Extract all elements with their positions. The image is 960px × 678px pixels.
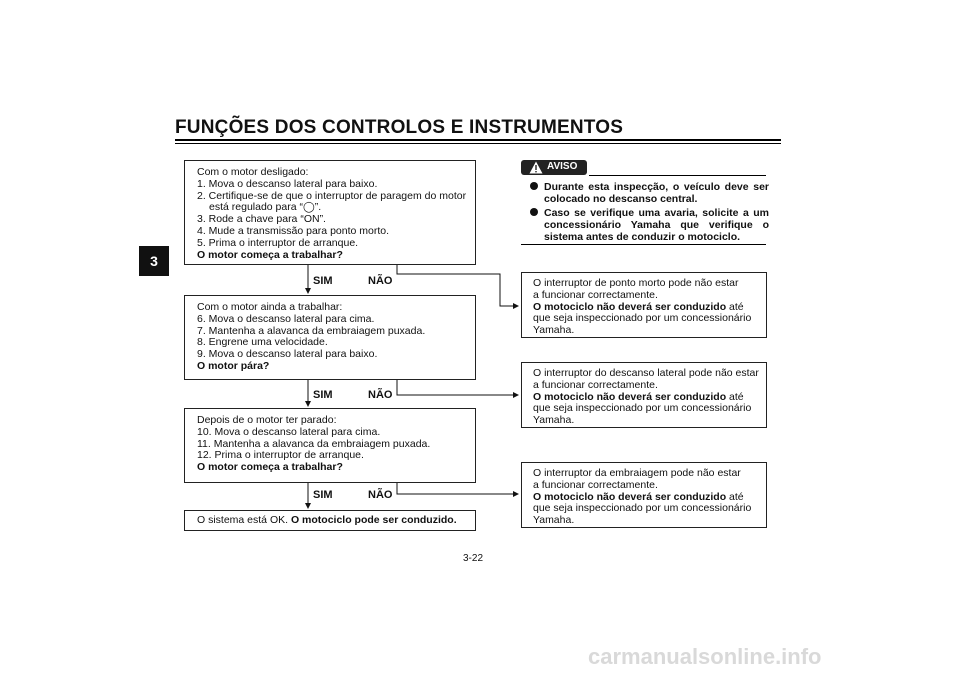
result-text: O interruptor de ponto morto pode não estar xyxy=(533,277,739,289)
result-text-bold: O motociclo não deverá ser conduzido xyxy=(533,490,727,503)
final-text-bold: O motociclo pode ser conduzido. xyxy=(290,514,457,526)
result-text: até xyxy=(726,390,744,403)
step-text: 4. Mude a transmissão para ponto morto. xyxy=(197,224,390,237)
step-text: 6. Mova o descanso lateral para cima. xyxy=(197,312,375,325)
step-text: 8. Engrene uma velocidade. xyxy=(197,336,328,349)
step-text: 5. Prima o interruptor de arranque. xyxy=(197,236,359,249)
result-text: Yamaha. xyxy=(533,414,575,427)
result-text: O interruptor da embraiagem pode não estar xyxy=(533,467,741,479)
result-box-2 xyxy=(521,362,767,428)
result-text: até xyxy=(726,490,744,503)
step-question: O motor pára? xyxy=(197,359,270,372)
no-arrow-3 xyxy=(397,482,518,494)
warning-rule-bottom xyxy=(521,244,766,245)
yes-label: SIM xyxy=(313,389,333,401)
step-text: 1. Mova o descanso lateral para baixo. xyxy=(197,177,378,190)
warning-rule xyxy=(589,175,766,176)
step-box-1 xyxy=(184,160,476,265)
warning-triangle-icon xyxy=(529,161,543,174)
step-question: O motor começa a trabalhar? xyxy=(197,248,343,261)
step-text: 12. Prima o interruptor de arranque. xyxy=(197,449,364,462)
step-text: Com o motor ainda a trabalhar: xyxy=(197,301,343,313)
watermark: carmanualsonline.info xyxy=(588,644,822,669)
step-text: Com o motor desligado: xyxy=(197,166,309,178)
no-label: NÃO xyxy=(368,389,393,401)
bullet-icon xyxy=(530,208,538,216)
yes-label: SIM xyxy=(313,489,333,501)
result-text: Yamaha. xyxy=(533,514,575,527)
step-box-2 xyxy=(184,295,476,380)
result-text: até xyxy=(726,300,744,313)
warning-bullet xyxy=(530,207,770,243)
result-text-bold: O motociclo não deverá ser conduzido xyxy=(533,390,727,403)
step-question: O motor começa a trabalhar? xyxy=(197,461,343,474)
yes-label: SIM xyxy=(313,275,333,287)
no-label: NÃO xyxy=(368,489,393,501)
no-label: NÃO xyxy=(368,275,393,287)
warning-bullet xyxy=(530,181,770,205)
result-text: que seja inspeccionado por um concessionário xyxy=(533,502,752,515)
result-text: que seja inspeccionado por um concessionário xyxy=(533,402,752,415)
no-arrow-2 xyxy=(397,379,518,395)
final-text: O sistema está OK. xyxy=(197,514,291,526)
chapter-tab: 3 xyxy=(139,246,169,276)
result-box-3 xyxy=(521,462,767,528)
result-text-bold: O motociclo não deverá ser conduzido xyxy=(533,300,727,313)
warning-label: AVISO xyxy=(547,161,578,172)
warning-header xyxy=(521,160,587,175)
page-title: FUNÇÕES DOS CONTROLOS E INSTRUMENTOS xyxy=(175,117,624,138)
result-text: que seja inspeccionado por um concessionário xyxy=(533,312,752,325)
result-text: a funcionar correctamente. xyxy=(533,478,658,491)
warning-text: Durante esta inspecção, o veículo deve ser colocado no descanso central. xyxy=(544,181,769,205)
result-text: O interruptor do descanso lateral pode não estar xyxy=(533,367,759,379)
step-text: Depois de o motor ter parado: xyxy=(197,414,337,426)
result-text: a funcionar correctamente. xyxy=(533,288,658,301)
step-text: 7. Mantenha a alavanca da embraiagem puxada. xyxy=(197,324,426,337)
result-box-1 xyxy=(521,272,767,338)
step-text: está regulado para “◯”. xyxy=(209,201,322,214)
warning-text: Caso se verifique uma avaria, solicite a um concessionário Yamaha que verifique o sistema antes de conduzir o motociclo. xyxy=(544,207,769,243)
bullet-icon xyxy=(530,182,538,190)
result-text: a funcionar correctamente. xyxy=(533,378,658,391)
step-text: 3. Rode a chave para “ON”. xyxy=(197,213,326,226)
step-text: 9. Mova o descanso lateral para baixo. xyxy=(197,348,378,361)
result-text: Yamaha. xyxy=(533,324,575,337)
step-text: 10. Mova o descanso lateral para cima. xyxy=(197,425,381,438)
page-number: 3-22 xyxy=(463,553,484,564)
step-text: 11. Mantenha a alavanca da embraiagem puxada. xyxy=(197,437,431,450)
step-text: 2. Certifique-se de que o interruptor de paragem do motor xyxy=(197,189,467,202)
step-box-3 xyxy=(184,408,476,483)
step-box-final xyxy=(184,510,476,531)
